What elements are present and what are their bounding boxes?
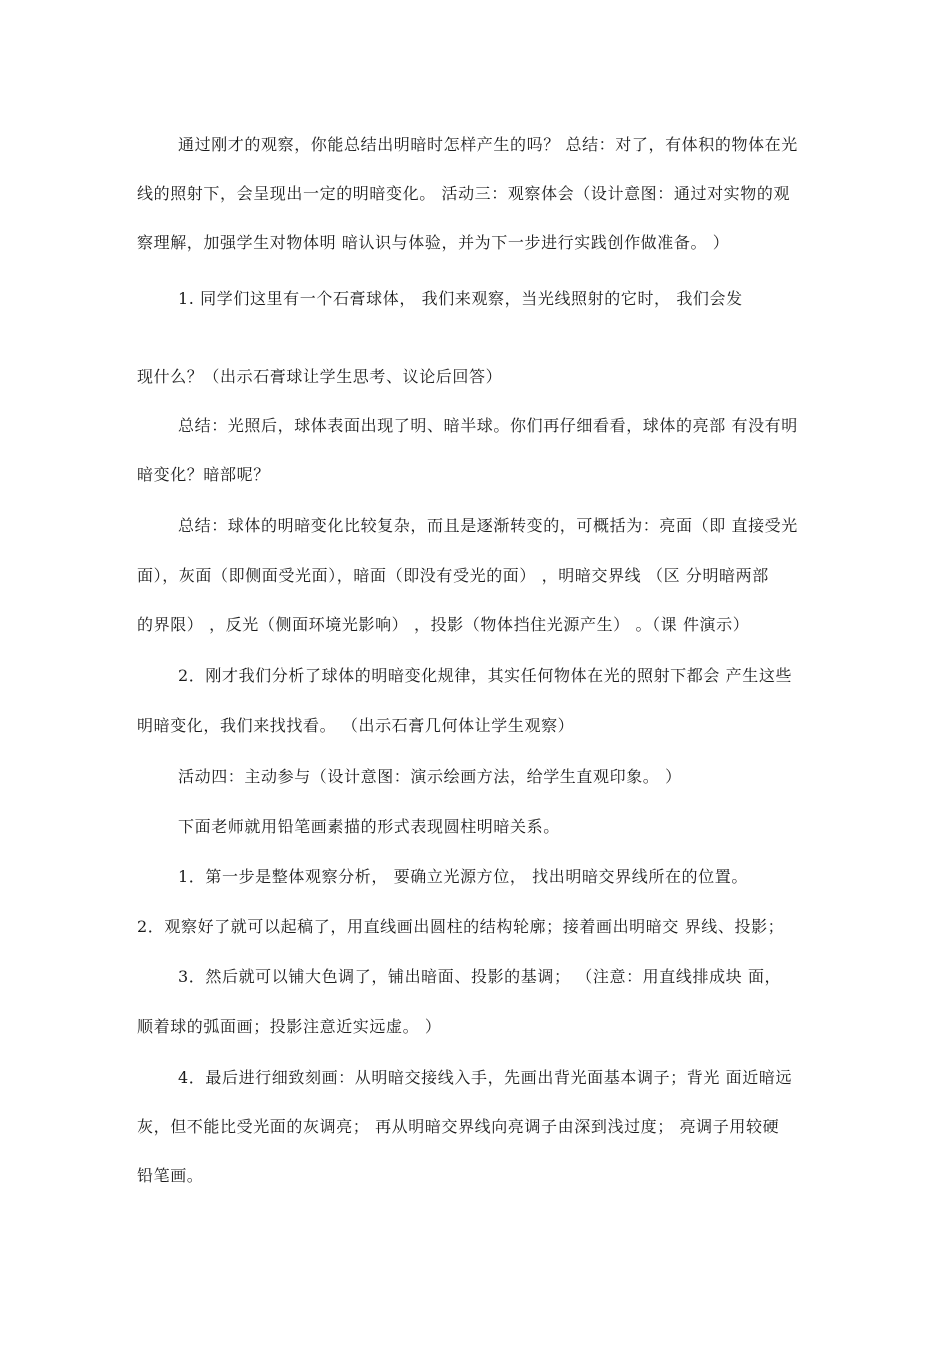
text-line: 4．最后进行细致刻画：从明暗交接线入手，先画出背光面基本调子；背光 面近暗远 [178, 1068, 793, 1087]
text-line: 明暗变化，我们来找找看。 （出示石膏几何体让学生观察） [137, 716, 575, 735]
text-line: 通过刚才的观察，你能总结出明暗时怎样产生的吗？ 总结：对了，有体积的物体在光 [178, 135, 798, 154]
text-line: 活动四：主动参与（设计意图：演示绘画方法，给学生直观印象。 ） [178, 767, 682, 786]
text-line: 下面老师就用铅笔画素描的形式表现圆柱明暗关系。 [178, 817, 560, 836]
text-line: 现什么？（出示石膏球让学生思考、议论后回答） [137, 367, 503, 386]
text-line: 2．刚才我们分析了球体的明暗变化规律，其实任何物体在光的照射下都会 产生这些 [178, 666, 793, 685]
text-line: 3．然后就可以铺大色调了，铺出暗面、投影的基调； （注意：用直线排成块 面， [178, 967, 782, 986]
text-line: 1．第一步是整体观察分析， 要确立光源方位， 找出明暗交界线所在的位置。 [178, 867, 748, 886]
text-line: 的界限） ，反光（侧面环境光影响） ，投影（物体挡住光源产生） 。（课 件演示） [137, 615, 750, 634]
text-line: 线的照射下，会呈现出一定的明暗变化。 活动三：观察体会（设计意图：通过对实物的观 [137, 184, 791, 203]
text-line: 总结：球体的明暗变化比较复杂，而且是逐渐转变的，可概括为：亮面（即 直接受光 [178, 516, 798, 535]
text-line: 1. 同学们这里有一个石膏球体， 我们来观察，当光线照射的它时， 我们会发 [178, 289, 743, 308]
text-line: 2．观察好了就可以起稿了，用直线画出圆柱的结构轮廓；接着画出明暗交 界线、投影； [137, 917, 785, 936]
text-line: 察理解，加强学生对物体明 暗认识与体验，并为下一步进行实践创作做准备。 ） [137, 233, 730, 252]
text-line: 灰，但不能比受光面的灰调亮； 再从明暗交界线向亮调子由深到浅过度； 亮调子用较硬 [137, 1117, 780, 1136]
text-line: 总结：光照后，球体表面出现了明、暗半球。你们再仔细看看，球体的亮部 有没有明 [178, 416, 798, 435]
text-line: 面），灰面（即侧面受光面），暗面（即没有受光的面） ，明暗交界线 （区 分明暗两部 [137, 566, 769, 585]
text-line: 铅笔画。 [137, 1166, 204, 1185]
text-line: 顺着球的弧面画；投影注意近实远虚。 ） [137, 1017, 442, 1036]
text-line: 暗变化？暗部呢？ [137, 465, 270, 484]
